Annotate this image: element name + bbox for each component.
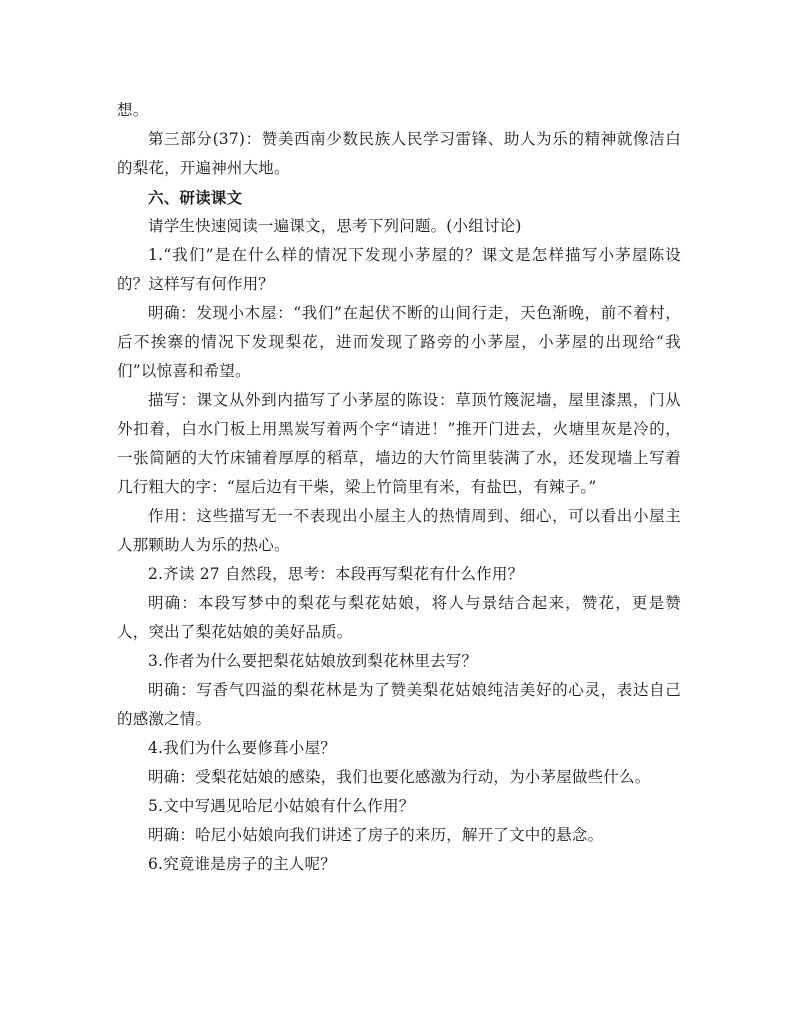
question-1: 1.“我们”是在什么样的情况下发现小茅屋的？课文是怎样描写小茅屋陈设的？这样写有何作用？ <box>117 246 681 293</box>
answer-4: 明确：受梨花姑娘的感染，我们也要化感激为行动，为小茅屋做些什么。 <box>148 768 651 786</box>
paragraph-instruction: 请学生快速阅读一遍课文，思考下列问题。(小组讨论) <box>148 217 522 235</box>
question-3: 3.作者为什么要把梨花姑娘放到梨花林里去写？ <box>148 652 478 670</box>
section-heading: 六、研读课文 <box>148 188 243 207</box>
question-2: 2.齐读 27 自然段，思考：本段再写梨花有什么作用？ <box>148 565 524 583</box>
question-6: 6.究竟谁是房子的主人呢？ <box>148 855 336 873</box>
question-5: 5.文中写遇见哈尼小姑娘有什么作用？ <box>148 797 415 815</box>
answer-1-description: 描写：课文从外到内描写了小茅屋的陈设：草顶竹篾泥墙，屋里漆黑，门从外扣着，白水门板上用黑炭写着两个字“请进！”推开门进去，火塘里灰是冷的，一张简陋的大竹床铺着厚厚的稻草，墙边的大竹筒里装满了水，还发现墙上写着几行粗大的字：“屋后边有干柴，梁上竹筒里有米，有盐巴，有辣子。” <box>117 391 681 496</box>
question-4: 4.我们为什么要修葺小屋？ <box>148 739 336 757</box>
answer-5: 明确：哈尼小姑娘向我们讲述了房子的来历，解开了文中的悬念。 <box>148 826 604 844</box>
paragraph-part-three: 第三部分(37)：赞美西南少数民族人民学习雷锋、助人为乐的精神就像洁白的梨花，开遍神州大地。 <box>117 130 681 177</box>
continuation-line: 想。 <box>117 101 149 119</box>
answer-1-effect: 作用：这些描写无一不表现出小屋主人的热情周到、细心，可以看出小屋主人那颗助人为乐的热心。 <box>117 507 681 554</box>
answer-1-discovery: 明确：发现小木屋：“我们”在起伏不断的山间行走，天色渐晚，前不着村，后不挨寨的情况下发现梨花，进而发现了路旁的小茅屋，小茅屋的出现给“我们”以惊喜和希望。 <box>117 304 681 380</box>
answer-2: 明确：本段写梦中的梨花与梨花姑娘，将人与景结合起来，赞花，更是赞人，突出了梨花姑娘的美好品质。 <box>117 594 681 641</box>
document-body <box>117 96 681 879</box>
answer-3: 明确：写香气四溢的梨花林是为了赞美梨花姑娘纯洁美好的心灵，表达自己的感激之情。 <box>117 681 681 728</box>
